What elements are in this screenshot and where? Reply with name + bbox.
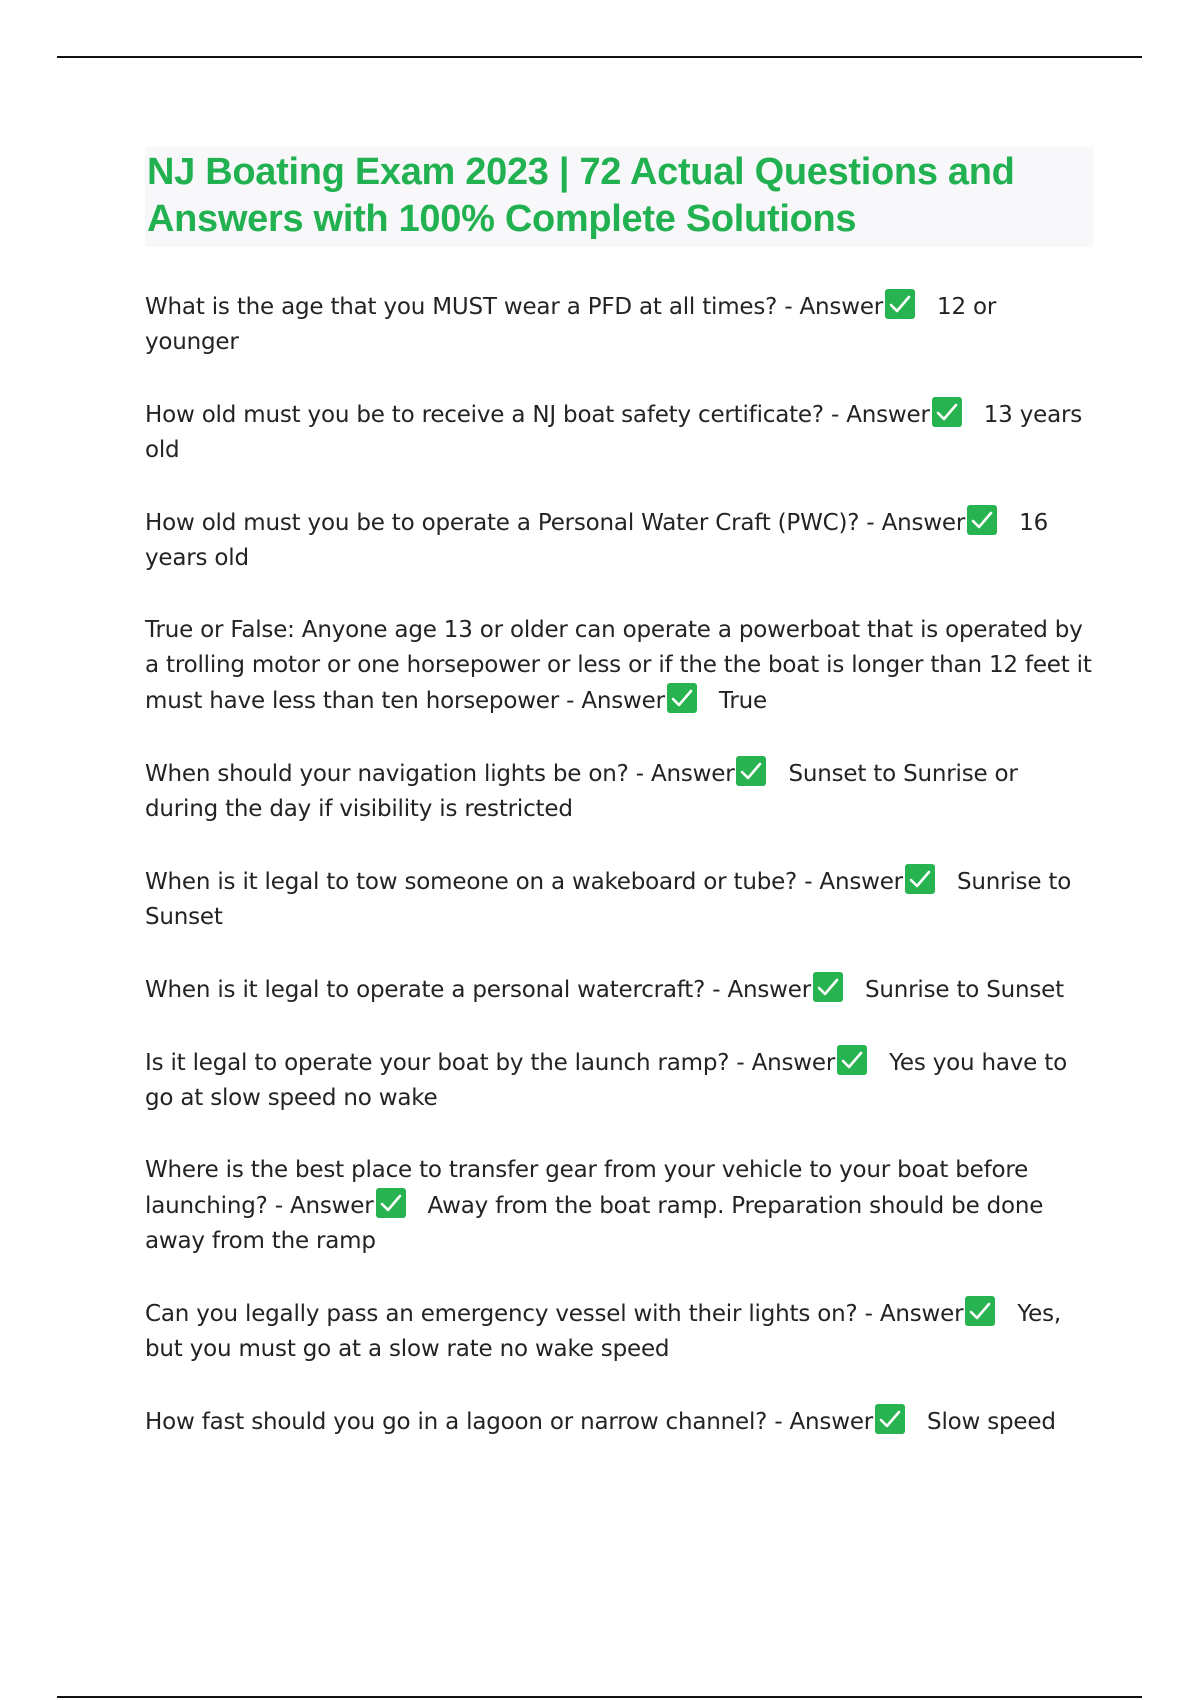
check-mark-glyph [816, 976, 840, 998]
check-mark-icon [905, 864, 935, 894]
answer-label: - Answer [274, 1193, 374, 1219]
qa-item [145, 1296, 1093, 1367]
answer-label: - Answer [784, 294, 884, 320]
check-mark-icon [967, 505, 997, 535]
check-mark-icon [667, 683, 697, 713]
qa-item [145, 864, 1093, 935]
qa-item [145, 1153, 1093, 1259]
qa-item [145, 1404, 1093, 1440]
check-mark-icon [376, 1188, 406, 1218]
check-mark-glyph [739, 760, 763, 782]
answer-text: True [718, 688, 767, 714]
answer-text: 13 years old [145, 402, 1083, 463]
question-text: Is it legal to operate your boat by the launch ramp? [145, 1050, 730, 1076]
answer-label: - Answer [831, 402, 930, 428]
answer-text: Sunrise to Sunset [865, 977, 1064, 1003]
answer-label: - Answer [635, 761, 735, 787]
answer-text: Sunset to Sunrise or during the day if visibility is restricted [145, 761, 1018, 822]
title-block [145, 147, 1093, 247]
qa-item [145, 397, 1093, 468]
check-mark-glyph [888, 293, 912, 315]
answer-label: - Answer [566, 688, 665, 714]
answer-text: Yes you have to go at slow speed no wake [145, 1050, 1067, 1111]
question-text: What is the age that you MUST wear a PFD at all times? [145, 294, 778, 320]
answer-text: Away from the boat ramp. Preparation should be done away from the ramp [145, 1193, 1044, 1254]
question-text: Can you legally pass an emergency vessel with their lights on? [145, 1301, 858, 1327]
answer-text: 16 years old [145, 510, 1049, 571]
check-mark-glyph [840, 1049, 864, 1071]
answer-label: - Answer [804, 869, 903, 895]
qa-item [145, 613, 1093, 719]
check-mark-glyph [908, 868, 932, 890]
answer-label: - Answer [736, 1050, 836, 1076]
check-mark-glyph [379, 1192, 403, 1214]
question-text: When is it legal to operate a personal watercraft? [145, 977, 706, 1003]
check-mark-icon [837, 1045, 867, 1075]
qa-item [145, 505, 1093, 576]
question-text: When should your navigation lights be on? [145, 761, 629, 787]
question-text: True or False: Anyone age 13 or older can operate a powerboat that is operated by a trolling motor or one horsepower or less or if the the boat is longer than 12 feet it must have less than ten horsepower [145, 617, 1092, 714]
check-mark-icon [875, 1404, 905, 1434]
question-text: Where is the best place to transfer gear from your vehicle to your boat before launching? [145, 1157, 1029, 1219]
answer-text: 12 or younger [145, 294, 997, 355]
check-mark-icon [813, 972, 843, 1002]
answer-text: Slow speed [927, 1409, 1056, 1435]
check-mark-icon [932, 397, 962, 427]
check-mark-glyph [968, 1300, 992, 1322]
answer-label: - Answer [712, 977, 811, 1003]
qa-item [145, 289, 1093, 360]
answer-label: - Answer [864, 1301, 964, 1327]
check-mark-glyph [970, 509, 994, 531]
check-mark-icon [885, 289, 915, 319]
question-text: How old must you be to receive a NJ boat safety certificate? [145, 402, 824, 428]
qa-list [145, 289, 1093, 1440]
check-mark-glyph [878, 1408, 902, 1430]
question-text: How fast should you go in a lagoon or narrow channel? [145, 1409, 768, 1435]
answer-text: Sunrise to Sunset [145, 869, 1072, 930]
footer-rule [57, 1696, 1142, 1698]
question-text: When is it legal to tow someone on a wakeboard or tube? [145, 869, 798, 895]
question-text: How old must you be to operate a Personal Water Craft (PWC)? [145, 510, 860, 536]
check-mark-icon [965, 1296, 995, 1326]
answer-text: Yes, but you must go at a slow rate no wake speed [145, 1301, 1061, 1362]
qa-item [145, 972, 1093, 1008]
document-title: NJ Boating Exam 2023 | 72 Actual Questions and Answers with 100% Complete Solutions [147, 151, 1015, 240]
document-body [145, 147, 1093, 1477]
check-mark-glyph [670, 687, 694, 709]
answer-label: - Answer [866, 510, 966, 536]
qa-item [145, 756, 1093, 827]
check-mark-glyph [935, 401, 959, 423]
check-mark-icon [736, 756, 766, 786]
header-rule [57, 56, 1142, 58]
answer-label: - Answer [774, 1409, 874, 1435]
qa-item [145, 1045, 1093, 1116]
